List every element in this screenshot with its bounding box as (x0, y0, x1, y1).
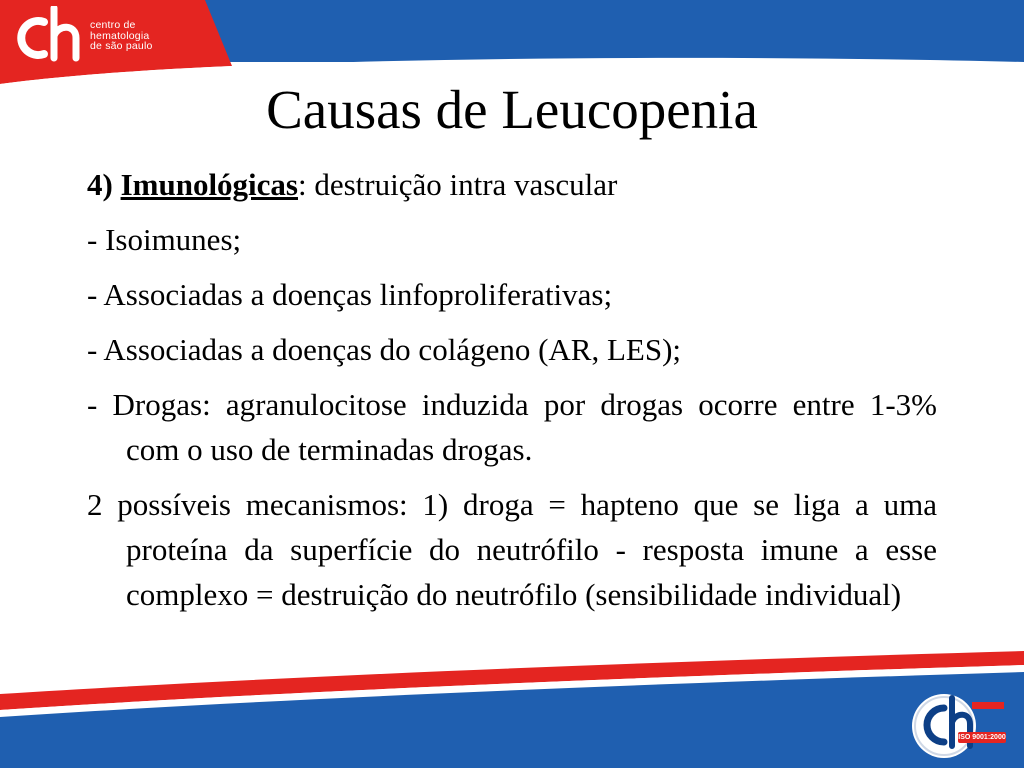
iso-badge (906, 688, 1010, 760)
list-item: - Associadas a doenças do colágeno (AR, LES); (87, 332, 682, 367)
logo-line-1: centro de (90, 19, 136, 31)
iso-label: ISO 9001:2000 (958, 734, 1006, 741)
slide-title: Causas de Leucopenia (266, 79, 758, 140)
ch-badge-logo-icon (906, 688, 1010, 760)
ch-logo-icon (14, 6, 86, 68)
list-item: 2 possíveis mecanismos: 1) droga = hapteno que se liga a uma proteína da superfície do neutrófilo - resposta imune a esse complexo = destruição do neutrófilo (sensibilidade individual) (87, 487, 937, 612)
logo-line-2: hematologia (90, 29, 150, 42)
intro-term: Imunológicas (120, 167, 298, 202)
intro-line (87, 162, 937, 207)
logo (14, 6, 164, 68)
slide-content (87, 162, 937, 627)
intro-rest: : destruição intra vascular (298, 167, 618, 202)
list-item: - Drogas: agranulocitose induzida por drogas ocorre entre 1-3% com o uso de terminadas drogas. (87, 387, 937, 467)
intro-number: 4) (87, 167, 113, 202)
logo-text (90, 20, 180, 52)
list-item: - Isoimunes; (87, 222, 242, 257)
header-blue-band (200, 0, 1024, 62)
logo-line-3: de são paulo (90, 40, 153, 52)
list-item: - Associadas a doenças linfoproliferativas; (87, 277, 613, 312)
